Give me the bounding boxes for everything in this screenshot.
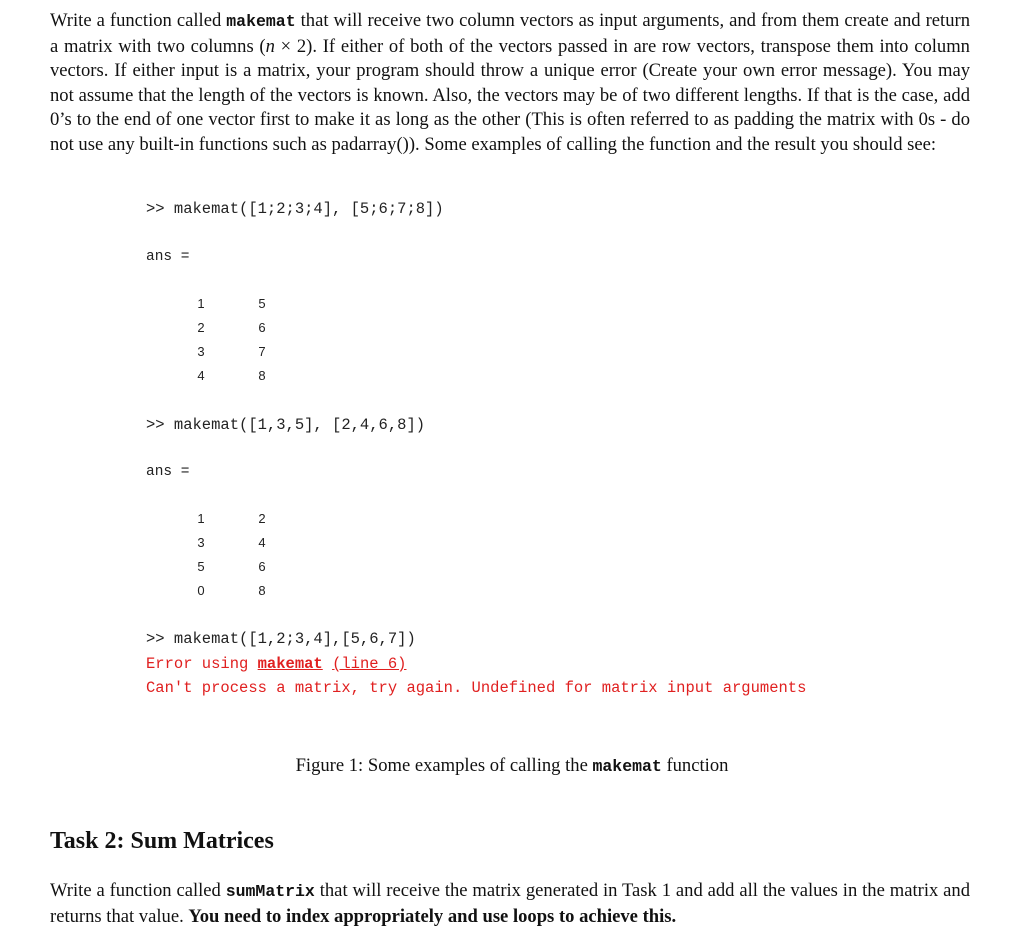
caption-function-name: makemat xyxy=(592,757,662,776)
example1-ans-label: ans = xyxy=(146,249,190,265)
matrix-cell: 2 xyxy=(258,511,266,526)
task2-bold-instruction: You need to index appropriately and use loops to achieve this. xyxy=(188,905,677,927)
task2-text-part1: Write a function called xyxy=(50,880,226,901)
example3-command: >> makemat([1,2;3,4],[5,6,7]) xyxy=(146,630,416,648)
function-name-makemat: makemat xyxy=(226,12,296,31)
matrix-row xyxy=(150,296,280,316)
error-prefix: Error using xyxy=(146,655,258,673)
error-line-link[interactable]: (line 6) xyxy=(332,655,407,673)
matrix-row xyxy=(150,511,280,531)
math-times-two: × 2 xyxy=(274,35,307,57)
matrix-cell: 7 xyxy=(258,344,266,359)
matrix-row xyxy=(150,368,280,388)
error-message: Can't process a matrix, try again. Undefined for matrix input arguments xyxy=(146,679,807,697)
task1-text-part2: that will receive two column vectors as input arguments, and from them create and return a matrix with two columns ( xyxy=(50,10,971,57)
caption-prefix: Figure 1: Some examples of calling the xyxy=(295,755,593,776)
matrix-cell: 0 xyxy=(197,583,205,598)
task2-heading: Task 2: Sum Matrices xyxy=(50,828,274,854)
matrix-cell: 5 xyxy=(258,296,266,311)
matrix-cell: 4 xyxy=(258,535,266,550)
math-n: n xyxy=(265,35,275,57)
matrix-cell: 3 xyxy=(197,535,205,550)
matrix-cell: 1 xyxy=(197,511,205,526)
matrix-cell: 6 xyxy=(258,320,266,335)
function-name-summatrix: sumMatrix xyxy=(225,882,315,901)
matrix-row xyxy=(150,344,280,364)
task1-text-part1: Write a function called xyxy=(50,10,227,31)
example2-command: >> makemat([1,3,5], [2,4,6,8]) xyxy=(146,416,426,434)
matrix-cell: 5 xyxy=(197,559,205,574)
matrix-cell: 3 xyxy=(197,344,205,359)
example2-ans-label: ans = xyxy=(146,464,190,480)
error-line xyxy=(146,655,406,673)
matrix-cell: 1 xyxy=(197,296,205,311)
caption-suffix: function xyxy=(661,755,729,776)
task2-text-part2: that will receive the matrix generated in Task 1 and add all the values in the matrix and returns that value. xyxy=(50,880,971,927)
matrix-row xyxy=(150,320,280,340)
matrix-row xyxy=(150,559,280,579)
matrix-cell: 6 xyxy=(258,559,266,574)
matrix-cell: 8 xyxy=(258,368,266,383)
task2-description xyxy=(50,879,970,929)
task1-text-part3: ). If either of both of the vectors passed in are row vectors, transpose them into column vectors. If either input is a matrix, your program should throw a unique error (Create your own error message). You may not assume that the length of the vectors is known. Also, the vectors may be of two different lengths. If that is the case, add 0’s to the end of one vector first to make it as long as the other (This is often referred to as padding the matrix with 0s - do not use any built-in functions such as padarray()). Some examples of calling the function and the result you should see: xyxy=(50,35,970,155)
error-function-link[interactable]: makemat xyxy=(257,655,323,673)
example1-command: >> makemat([1;2;3;4], [5;6;7;8]) xyxy=(146,200,444,218)
task1-description xyxy=(50,9,970,157)
matrix-cell: 4 xyxy=(197,368,205,383)
matrix-row xyxy=(150,583,280,603)
matrix-cell: 2 xyxy=(197,320,205,335)
figure-caption xyxy=(0,755,1024,777)
matrix-row xyxy=(150,535,280,555)
matrix-cell: 8 xyxy=(258,583,266,598)
